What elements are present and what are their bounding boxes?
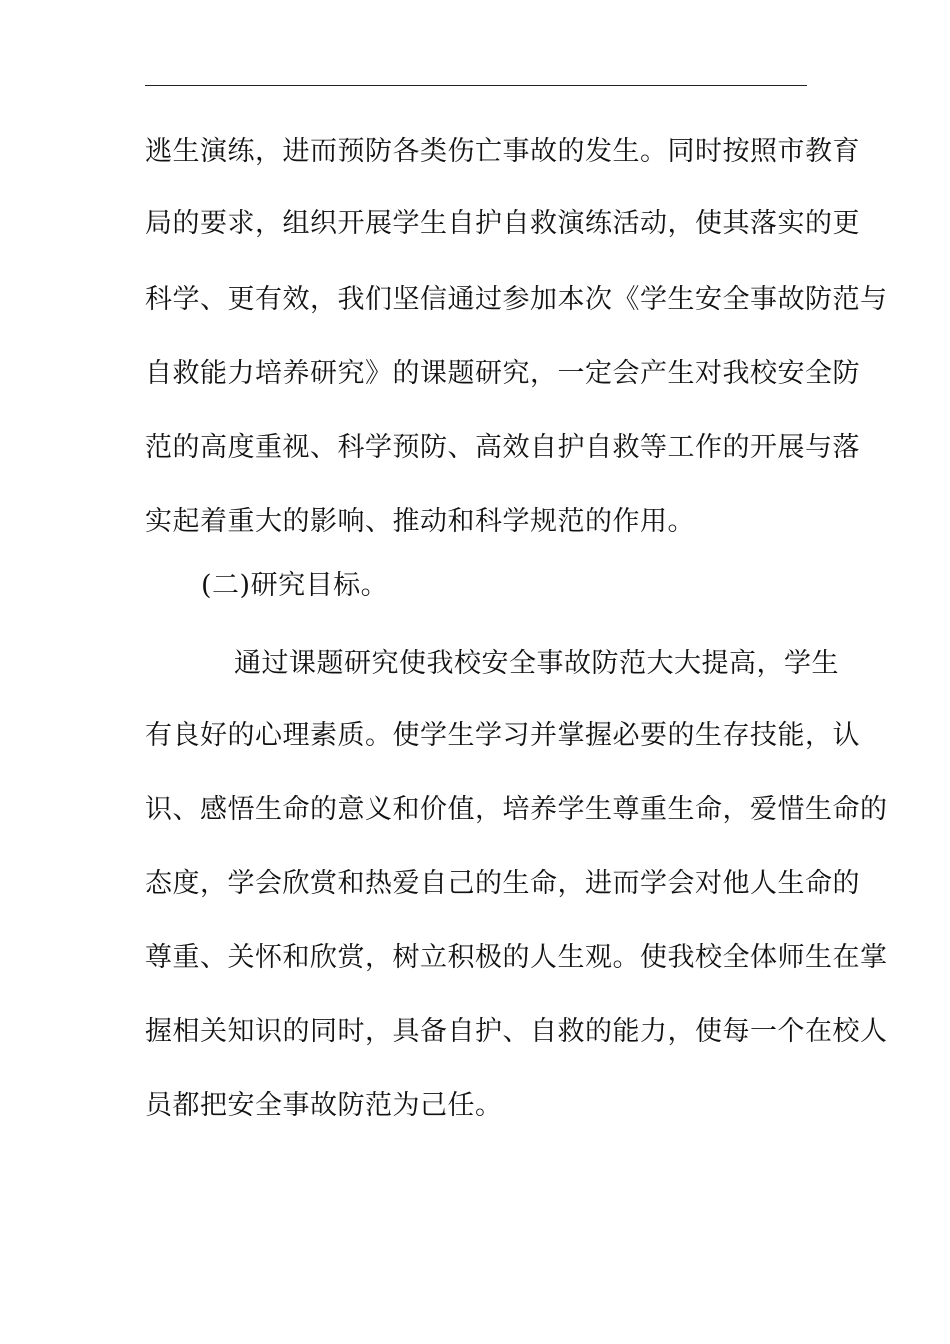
paragraph-2-line-5: 尊重、关怀和欣赏，树立积极的人生观。使我校全体师生在掌 — [145, 942, 888, 973]
paragraph-2-line-2: 有良好的心理素质。使学生学习并掌握必要的生存技能，认 — [145, 720, 860, 751]
paragraph-1-line-4: 自救能力培养研究》的课题研究，一定会产生对我校安全防 — [145, 358, 860, 389]
paragraph-1-line-3: 科学、更有效，我们坚信通过参加本次《学生安全事故防范与 — [145, 284, 888, 315]
paragraph-2-line-4: 态度，学会欣赏和热爱自己的生命，进而学会对他人生命的 — [145, 868, 860, 899]
section-heading: (二)研究目标。 — [201, 570, 389, 601]
paragraph-2-line-3: 识、感悟生命的意义和价值，培养学生尊重生命，爱惜生命的 — [145, 794, 888, 825]
paragraph-1-line-6: 实起着重大的影响、推动和科学规范的作用。 — [145, 506, 695, 537]
paragraph-1-line-5: 范的高度重视、科学预防、高效自护自救等工作的开展与落 — [145, 432, 860, 463]
paragraph-2-line-1: 通过课题研究使我校安全事故防范大大提高，学生 — [234, 648, 839, 679]
paragraph-2-line-6: 握相关知识的同时，具备自护、自救的能力，使每一个在校人 — [145, 1016, 888, 1047]
paragraph-2-line-7: 员都把安全事故防范为己任。 — [145, 1090, 503, 1121]
header-rule — [145, 85, 807, 86]
paragraph-1-line-1: 逃生演练，进而预防各类伤亡事故的发生。同时按照市教育 — [145, 136, 860, 167]
paragraph-1-line-2: 局的要求，组织开展学生自护自救演练活动，使其落实的更 — [145, 208, 860, 239]
